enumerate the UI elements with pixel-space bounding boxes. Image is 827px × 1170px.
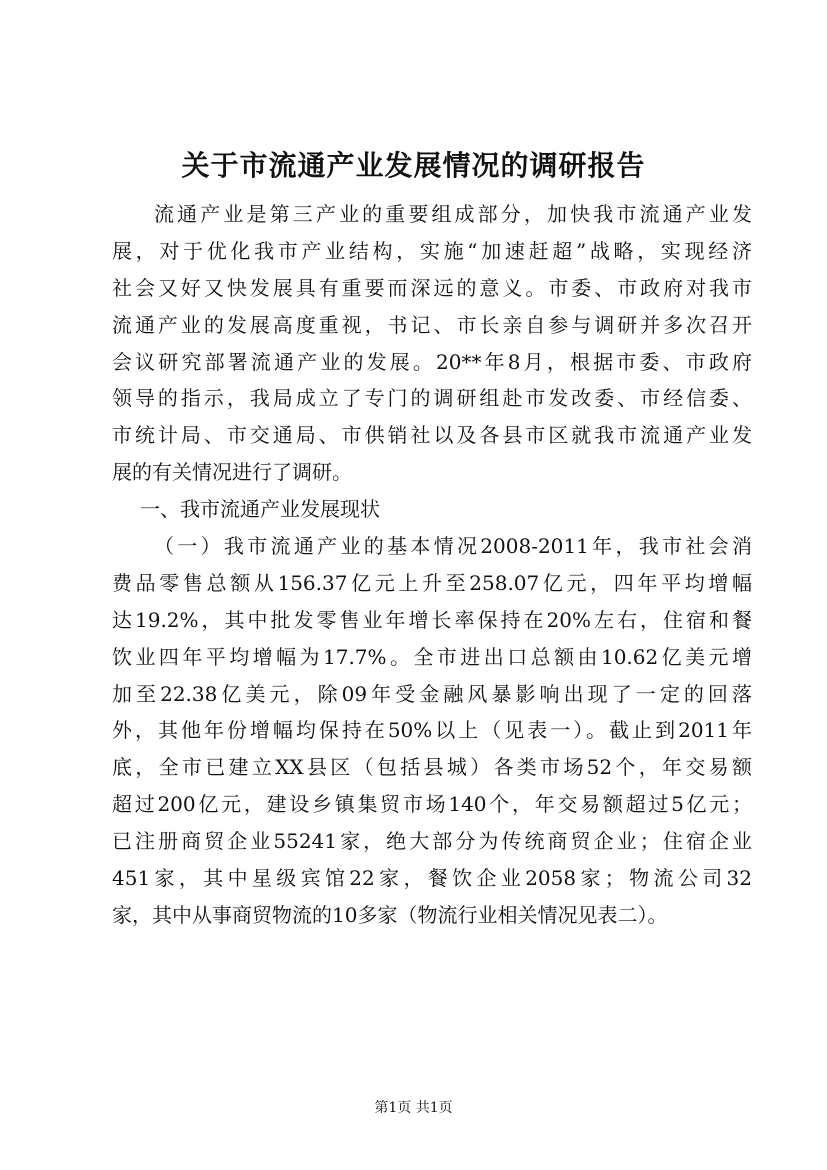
paragraph-line: 已注册商贸企业55241家，绝大部分为传统商贸企业；住宿企业 [112,829,752,854]
paragraph-line: 市统计局、市交通局、市供销社以及各县市区就我市流通产业发 [112,423,752,448]
paragraph-line: 外，其他年份增幅均保持在50%以上（见表一）。截止到2011年 [112,718,752,743]
paragraph-line: 流通产业的发展高度重视，书记、市长亲自参与调研并多次召开 [112,312,752,337]
paragraph-line: 底，全市已建立XX县区（包括县城）各类市场52个，年交易额 [112,755,752,780]
paragraph-line: 会议研究部署流通产业的发展。20**年8月，根据市委、市政府 [112,349,752,374]
page-number-footer: 第1页 共1页 [374,1100,453,1116]
paragraph-line: 领导的指示，我局成立了专门的调研组赴市发改委、市经信委、 [112,386,752,411]
paragraph-line: 展，对于优化我市产业结构，实施“加速赶超”战略，实现经济 [112,238,752,263]
paragraph-line: 达19.2%，其中批发零售业年增长率保持在20%左右，住宿和餐 [112,607,752,632]
paragraph-line: 超过200亿元，建设乡镇集贸市场140个，年交易额超过5亿元； [112,792,752,817]
paragraph-line: （一）我市流通产业的基本情况2008-2011年，我市社会消 [154,534,752,559]
section-heading: 一、我市流通产业发展现状 [140,497,380,522]
paragraph-line: 社会又好又快发展具有重要而深远的意义。市委、市政府对我市 [112,275,752,300]
document-body [112,196,752,934]
paragraph-line: 家，其中从事商贸物流的10多家（物流行业相关情况见表二）。 [112,902,668,927]
paragraph-line: 451家，其中星级宾馆22家，餐饮企业2058家；物流公司32 [112,866,752,891]
paragraph-line: 费品零售总额从156.37亿元上升至258.07亿元，四年平均增幅 [112,570,752,595]
paragraph-line: 加至22.38亿美元，除09年受金融风暴影响出现了一定的回落 [112,681,752,706]
paragraph-line: 流通产业是第三产业的重要组成部分，加快我市流通产业发 [154,202,752,226]
document-title: 关于市流通产业发展情况的调研报告 [181,149,646,182]
paragraph-line: 饮业四年平均增幅为17.7%。全市进出口总额由10.62亿美元增 [112,644,752,669]
paragraph-line: 展的有关情况进行了调研。 [112,460,352,485]
